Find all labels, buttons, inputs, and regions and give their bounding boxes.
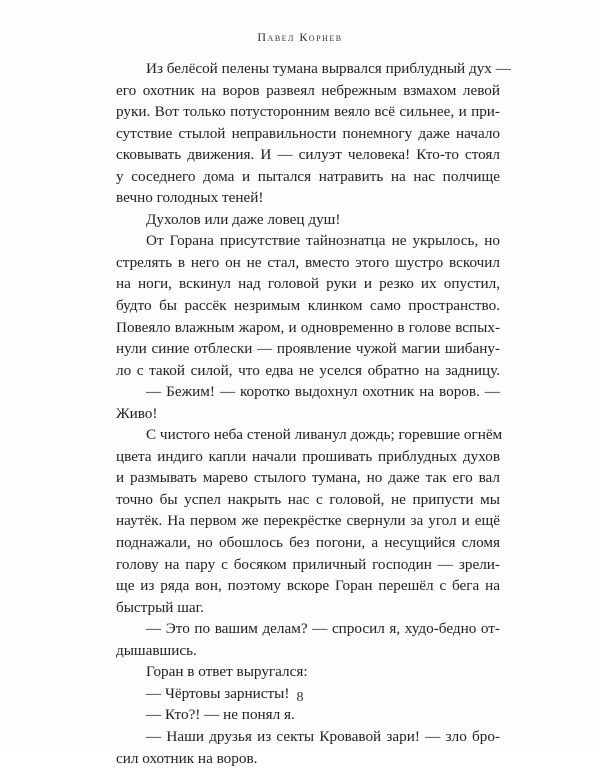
page-number: 8 (0, 690, 600, 706)
text-line: на ноги, вскинул над головой руки и резко их опустил, (116, 273, 500, 295)
text-line: — Это по вашим делам? — спросил я, худо-бедно от- (116, 618, 500, 640)
text-line: Духолов или даже ловец душ! (116, 209, 500, 231)
text-line: будто бы рассёк незримым клинком само пространство. (116, 295, 500, 317)
text-line: — Наши друзья из секты Кровавой зари! — зло бро- (116, 726, 500, 748)
text-line: Живо! (116, 403, 500, 425)
text-line: руки. Вот только потусторонним веяло всё сильнее, и при- (116, 101, 500, 123)
text-line: ло с такой силой, что едва не уселся обратно на задницу. (116, 360, 500, 382)
text-line: Из белёсой пелены тумана вырвался приблудный дух — (116, 58, 500, 80)
text-line: ще из ряда вон, поэтому вскоре Горан перешёл с бега на (116, 575, 500, 597)
text-line: Горан в ответ выругался: (116, 661, 500, 683)
body-text (116, 58, 500, 769)
text-line: быстрый шаг. (116, 597, 500, 619)
text-line: голову на пару с босяком приличный господин — зрели- (116, 554, 500, 576)
text-line: сутствие стылой неправильности понемногу даже начало (116, 123, 500, 145)
text-line: С чистого неба стеной ливанул дождь; горевшие огнём (116, 424, 500, 446)
text-line: его охотник на воров развеял небрежным взмахом левой (116, 80, 500, 102)
text-line: — Бежим! — коротко выдохнул охотник на воров. — (116, 381, 500, 403)
text-line: у соседнего дома и пытался натравить на нас полчище (116, 166, 500, 188)
text-line: цвета индиго капли начали прошивать приблудных духов (116, 446, 500, 468)
text-line: вечно голодных теней! (116, 187, 500, 209)
text-line: — Чёртовы зарнисты! (116, 683, 500, 705)
text-line: точно бы успел накрыть нас с головой, не припусти мы (116, 489, 500, 511)
text-line: и размывать марево стылого тумана, но даже так его вал (116, 467, 500, 489)
text-line: дышавшись. (116, 640, 500, 662)
text-line: стрелять в него он не стал, вместо этого шустро вскочил (116, 252, 500, 274)
text-line: От Горана присутствие тайнознатца не укрылось, но (116, 230, 500, 252)
text-line: нули синие отблески — проявление чужой магии шибану- (116, 338, 500, 360)
text-line: — Кто?! — не понял я. (116, 704, 500, 726)
text-line: поднажали, но обошлось без погони, а несущийся сломя (116, 532, 500, 554)
running-head: Павел Корнев (0, 30, 600, 45)
text-line: наутёк. На первом же перекрёстке свернули за угол и ещё (116, 510, 500, 532)
text-line: сковывать движения. И — силуэт человека! Кто-то стоял (116, 144, 500, 166)
text-line: сил охотник на воров. (116, 748, 500, 769)
text-line: Повеяло влажным жаром, и одновременно в голове вспых- (116, 317, 500, 339)
